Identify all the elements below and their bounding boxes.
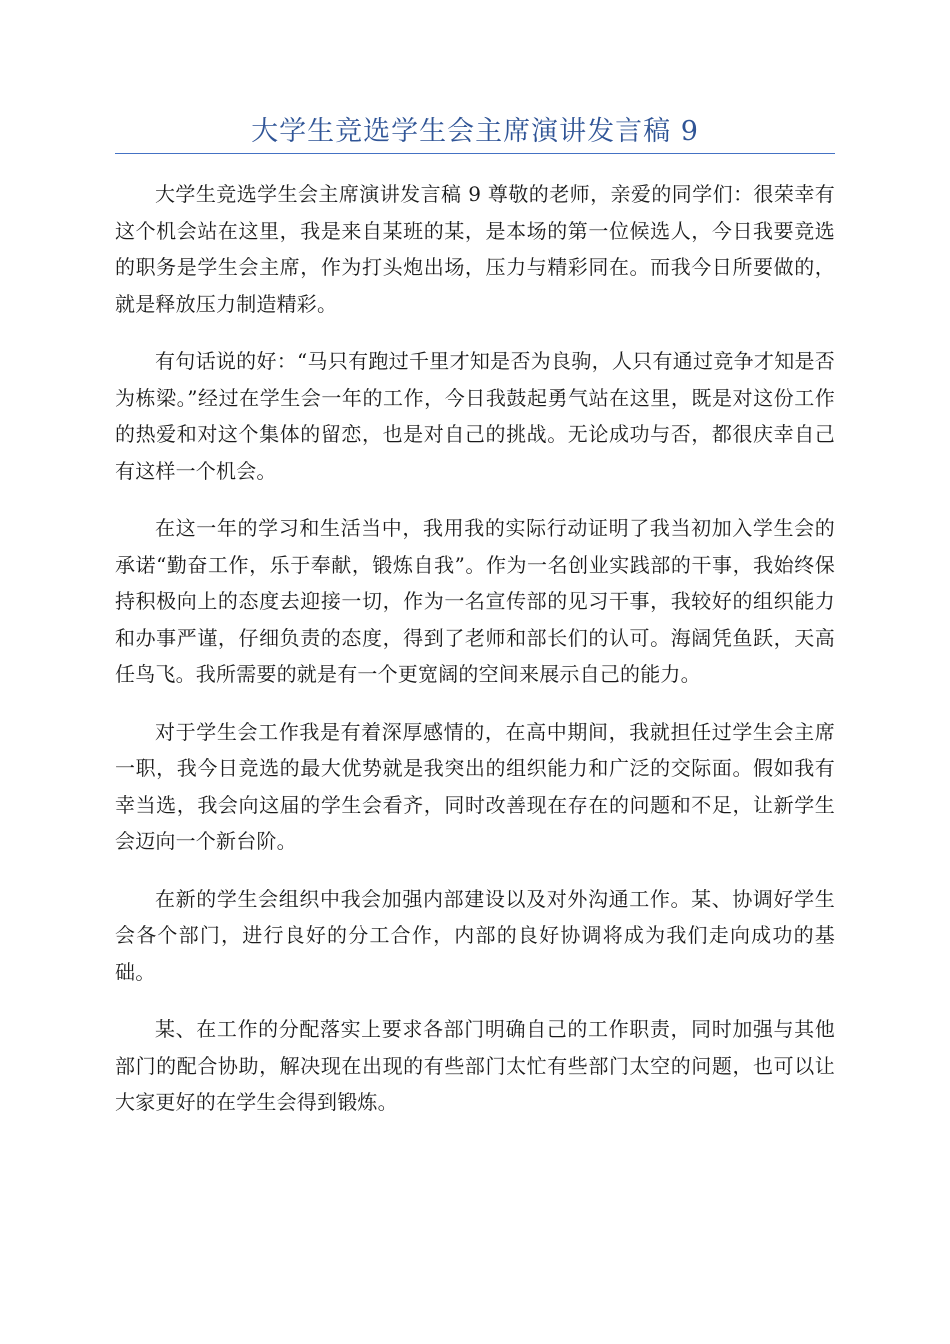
paragraph: 某、在工作的分配落实上要求各部门明确自己的工作职责，同时加强与其他部门的配合协助，解决现在出现的有些部门太忙有些部门太空的问题，也可以让大家更好的在学生会得到锻炼。	[115, 1017, 835, 1114]
title-underline	[115, 153, 835, 154]
paragraph: 对于学生会工作我是有着深厚感情的，在高中期间，我就担任过学生会主席一职，我今日竞选的最大优势就是我突出的组织能力和广泛的交际面。假如我有幸当选，我会向这届的学生会看齐，同时改善现在存在的问题和不足，让新学生会迈向一个新台阶。	[115, 719, 835, 853]
paragraph: 在新的学生会组织中我会加强内部建设以及对外沟通工作。某、协调好学生会各个部门，进行良好的分工合作，内部的良好协调将成为我们走向成功的基础。	[115, 886, 835, 984]
paragraph: 大学生竞选学生会主席演讲发言稿 9 尊敬的老师，亲爱的同学们：很荣幸有这个机会站在这里，我是来自某班的某，是本场的第一位候选人，今日我要竞选的职务是学生会主席，作为打头炮出场，压力与精彩同在。而我今日所要做的，就是释放压力制造精彩。	[115, 182, 835, 316]
document-title: 大学生竞选学生会主席演讲发言稿 9	[251, 116, 699, 147]
document-body	[115, 176, 835, 1142]
paragraph: 有句话说的好：“马只有跑过千里才知是否为良驹，人只有通过竞争才知是否为栋梁。”经过在学生会一年的工作，今日我鼓起勇气站在这里，既是对这份工作的热爱和对这个集体的留恋，也是对自己的挑战。无论成功与否，都很庆幸自己有这样一个机会。	[115, 349, 835, 483]
paragraph: 在这一年的学习和生活当中，我用我的实际行动证明了我当初加入学生会的承诺“勤奋工作，乐于奉献，锻炼自我”。作为一名创业实践部的干事，我始终保持积极向上的态度去迎接一切，作为一名宣传部的见习干事，我较好的组织能力和办事严谨，仔细负责的态度，得到了老师和部长们的认可。海阔凭鱼跃，天高任鸟飞。我所需要的就是有一个更宽阔的空间来展示自己的能力。	[115, 516, 835, 686]
